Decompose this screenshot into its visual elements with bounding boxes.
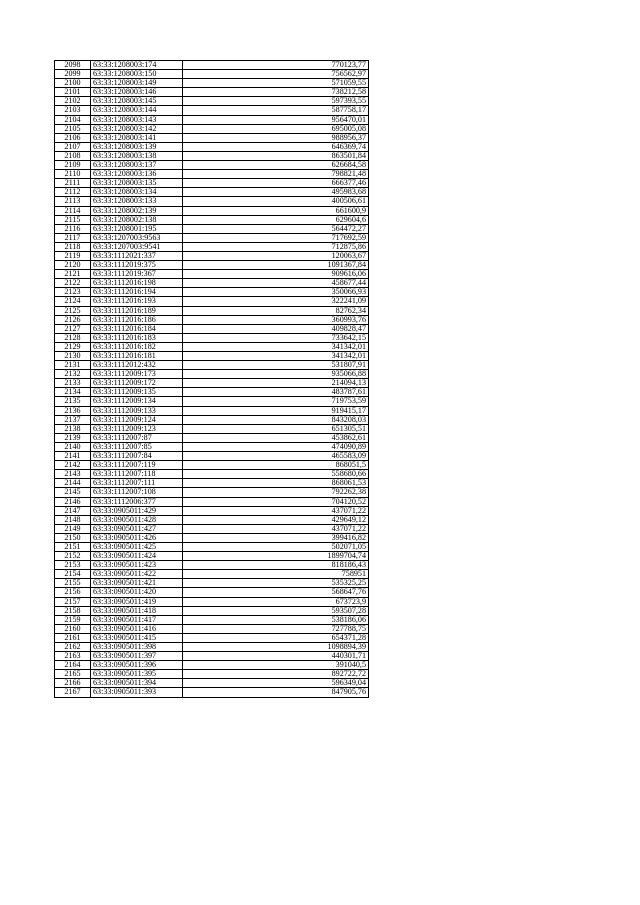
cadastral-value-cell: 568647,76 xyxy=(183,588,369,597)
cadastral-value-cell: 733642,15 xyxy=(183,333,369,342)
cadastral-value-cell: 538186,06 xyxy=(183,615,369,624)
row-number-cell: 2135 xyxy=(55,397,91,406)
table-row xyxy=(55,161,369,170)
row-number-cell: 2161 xyxy=(55,633,91,642)
table-row xyxy=(55,179,369,188)
row-number-cell: 2159 xyxy=(55,615,91,624)
cadastral-number-cell: 63:33:1208002:138 xyxy=(91,215,183,224)
cadastral-value-cell: 341342,01 xyxy=(183,342,369,351)
cadastral-number-cell: 63:33:0905011:394 xyxy=(91,679,183,688)
cadastral-value-cell: 437071,22 xyxy=(183,524,369,533)
table-row xyxy=(55,70,369,79)
cadastral-value-cell: 935066,88 xyxy=(183,370,369,379)
table-row xyxy=(55,379,369,388)
cadastral-value-cell: 1091367,84 xyxy=(183,261,369,270)
row-number-cell: 2132 xyxy=(55,370,91,379)
cadastral-number-cell: 63:33:0905011:424 xyxy=(91,552,183,561)
row-number-cell: 2129 xyxy=(55,342,91,351)
table-row xyxy=(55,479,369,488)
cadastral-value-cell: 843208,03 xyxy=(183,415,369,424)
cadastral-value-cell: 429649,12 xyxy=(183,515,369,524)
table-row xyxy=(55,79,369,88)
table-row xyxy=(55,652,369,661)
table-body xyxy=(55,61,369,698)
row-number-cell: 2148 xyxy=(55,515,91,524)
cadastral-number-cell: 63:33:1112019:375 xyxy=(91,261,183,270)
cadastral-number-cell: 63:33:0905011:422 xyxy=(91,570,183,579)
cadastral-number-cell: 63:33:1208003:174 xyxy=(91,61,183,70)
table-row xyxy=(55,288,369,297)
row-number-cell: 2160 xyxy=(55,624,91,633)
cadastral-value-cell: 596349,04 xyxy=(183,679,369,688)
cadastral-value-cell: 863501,84 xyxy=(183,151,369,160)
row-number-cell: 2155 xyxy=(55,579,91,588)
table-row xyxy=(55,261,369,270)
cadastral-number-cell: 63:33:1112007:111 xyxy=(91,479,183,488)
table-row xyxy=(55,597,369,606)
table-row xyxy=(55,206,369,215)
cadastral-number-cell: 63:33:1112016:181 xyxy=(91,352,183,361)
row-number-cell: 2167 xyxy=(55,688,91,697)
table-row xyxy=(55,297,369,306)
row-number-cell: 2141 xyxy=(55,452,91,461)
row-number-cell: 2125 xyxy=(55,306,91,315)
table-row xyxy=(55,497,369,506)
table-row xyxy=(55,588,369,597)
row-number-cell: 2123 xyxy=(55,288,91,297)
cadastral-value-cell: 654371,28 xyxy=(183,633,369,642)
table-row xyxy=(55,515,369,524)
cadastral-number-cell: 63:33:1208003:145 xyxy=(91,97,183,106)
cadastral-value-cell: 758951 xyxy=(183,570,369,579)
table-row xyxy=(55,306,369,315)
table-row xyxy=(55,61,369,70)
row-number-cell: 2149 xyxy=(55,524,91,533)
row-number-cell: 2124 xyxy=(55,297,91,306)
table-row xyxy=(55,661,369,670)
row-number-cell: 2144 xyxy=(55,479,91,488)
row-number-cell: 2153 xyxy=(55,561,91,570)
table-row xyxy=(55,561,369,570)
row-number-cell: 2103 xyxy=(55,106,91,115)
cadastral-number-cell: 63:33:1208003:150 xyxy=(91,70,183,79)
table-row xyxy=(55,542,369,551)
cadastral-number-cell: 63:33:1208003:138 xyxy=(91,151,183,160)
table-row xyxy=(55,433,369,442)
row-number-cell: 2122 xyxy=(55,279,91,288)
cadastral-number-cell: 63:33:1112007:85 xyxy=(91,442,183,451)
table-row xyxy=(55,215,369,224)
row-number-cell: 2118 xyxy=(55,242,91,251)
row-number-cell: 2098 xyxy=(55,61,91,70)
row-number-cell: 2114 xyxy=(55,206,91,215)
table-row xyxy=(55,170,369,179)
row-number-cell: 2119 xyxy=(55,251,91,260)
cadastral-number-cell: 63:33:0905011:398 xyxy=(91,643,183,652)
cadastral-number-cell: 63:33:1112009:133 xyxy=(91,406,183,415)
cadastral-value-cell: 350066,93 xyxy=(183,288,369,297)
cadastral-number-cell: 63:33:1112016:193 xyxy=(91,297,183,306)
table-row xyxy=(55,97,369,106)
cadastral-number-cell: 63:33:0905011:420 xyxy=(91,588,183,597)
cadastral-number-cell: 63:33:1112016:189 xyxy=(91,306,183,315)
cadastral-value-cell: 1899704,74 xyxy=(183,552,369,561)
cadastral-number-cell: 63:33:1208003:137 xyxy=(91,161,183,170)
cadastral-number-cell: 63:33:1208003:141 xyxy=(91,133,183,142)
cadastral-number-cell: 63:33:1208001:195 xyxy=(91,224,183,233)
cadastral-value-cell: 661600,9 xyxy=(183,206,369,215)
table-row xyxy=(55,533,369,542)
table-row xyxy=(55,315,369,324)
row-number-cell: 2099 xyxy=(55,70,91,79)
cadastral-value-cell: 587758,17 xyxy=(183,106,369,115)
cadastral-number-cell: 63:33:1208002:139 xyxy=(91,206,183,215)
cadastral-value-cell: 120063,67 xyxy=(183,251,369,260)
cadastral-value-cell: 465583,09 xyxy=(183,452,369,461)
table-row xyxy=(55,142,369,151)
row-number-cell: 2102 xyxy=(55,97,91,106)
table-row xyxy=(55,615,369,624)
cadastral-number-cell: 63:33:0905011:421 xyxy=(91,579,183,588)
table-row xyxy=(55,470,369,479)
row-number-cell: 2128 xyxy=(55,333,91,342)
table-row xyxy=(55,552,369,561)
cadastral-value-cell: 909616,06 xyxy=(183,270,369,279)
cadastral-value-cell: 474090,89 xyxy=(183,442,369,451)
cadastral-value-cell: 673723,9 xyxy=(183,597,369,606)
table-row xyxy=(55,524,369,533)
cadastral-number-cell: 63:33:1112009:173 xyxy=(91,370,183,379)
cadastral-value-cell: 868051,5 xyxy=(183,461,369,470)
cadastral-value-cell: 695005,08 xyxy=(183,124,369,133)
cadastral-number-cell: 63:33:1112009:124 xyxy=(91,415,183,424)
cadastral-number-cell: 63:33:0905011:426 xyxy=(91,533,183,542)
row-number-cell: 2158 xyxy=(55,606,91,615)
cadastral-number-cell: 63:33:1208003:146 xyxy=(91,88,183,97)
row-number-cell: 2115 xyxy=(55,215,91,224)
table-row xyxy=(55,679,369,688)
row-number-cell: 2157 xyxy=(55,597,91,606)
row-number-cell: 2105 xyxy=(55,124,91,133)
table-row xyxy=(55,115,369,124)
cadastral-number-cell: 63:33:0905011:415 xyxy=(91,633,183,642)
cadastral-number-cell: 63:33:1208003:133 xyxy=(91,197,183,206)
row-number-cell: 2146 xyxy=(55,497,91,506)
row-number-cell: 2133 xyxy=(55,379,91,388)
cadastral-number-cell: 63:33:1208003:143 xyxy=(91,115,183,124)
table-row xyxy=(55,688,369,697)
cadastral-number-cell: 63:33:1112012:432 xyxy=(91,361,183,370)
row-number-cell: 2127 xyxy=(55,324,91,333)
cadastral-value-cell: 483787,61 xyxy=(183,388,369,397)
table-row xyxy=(55,606,369,615)
cadastral-number-cell: 63:33:1112009:172 xyxy=(91,379,183,388)
table-row xyxy=(55,579,369,588)
cadastral-number-cell: 63:33:0905011:395 xyxy=(91,670,183,679)
cadastral-number-cell: 63:33:1112007:87 xyxy=(91,433,183,442)
cadastral-number-cell: 63:33:1208003:136 xyxy=(91,170,183,179)
cadastral-number-cell: 63:33:1112009:135 xyxy=(91,388,183,397)
cadastral-value-cell: 666377,46 xyxy=(183,179,369,188)
row-number-cell: 2140 xyxy=(55,442,91,451)
cadastral-value-cell: 391040,5 xyxy=(183,661,369,670)
cadastral-number-cell: 63:33:1112007:119 xyxy=(91,461,183,470)
row-number-cell: 2154 xyxy=(55,570,91,579)
table-row xyxy=(55,251,369,260)
table-row xyxy=(55,242,369,251)
cadastral-number-cell: 63:33:1208003:142 xyxy=(91,124,183,133)
cadastral-number-cell: 63:33:0905011:417 xyxy=(91,615,183,624)
cadastral-number-cell: 63:33:1112009:134 xyxy=(91,397,183,406)
row-number-cell: 2150 xyxy=(55,533,91,542)
row-number-cell: 2104 xyxy=(55,115,91,124)
cadastral-value-cell: 738212,58 xyxy=(183,88,369,97)
cadastral-number-cell: 63:33:1112009:123 xyxy=(91,424,183,433)
cadastral-number-cell: 63:33:1112007:108 xyxy=(91,488,183,497)
row-number-cell: 2106 xyxy=(55,133,91,142)
row-number-cell: 2142 xyxy=(55,461,91,470)
cadastral-number-cell: 63:33:1112016:184 xyxy=(91,324,183,333)
cadastral-number-cell: 63:33:1112021:337 xyxy=(91,251,183,260)
cadastral-number-cell: 63:33:1207003:9541 xyxy=(91,242,183,251)
row-number-cell: 2108 xyxy=(55,151,91,160)
cadastral-number-cell: 63:33:1207003:9563 xyxy=(91,233,183,242)
table-row xyxy=(55,333,369,342)
cadastral-value-cell: 502071,05 xyxy=(183,542,369,551)
row-number-cell: 2121 xyxy=(55,270,91,279)
table-row xyxy=(55,488,369,497)
cadastral-number-cell: 63:33:0905011:396 xyxy=(91,661,183,670)
cadastral-value-cell: 792262,38 xyxy=(183,488,369,497)
cadastral-value-cell: 437071,22 xyxy=(183,506,369,515)
cadastral-number-cell: 63:33:1208003:134 xyxy=(91,188,183,197)
cadastral-number-cell: 63:33:0905011:419 xyxy=(91,597,183,606)
cadastral-value-cell: 341342,01 xyxy=(183,352,369,361)
cadastral-value-cell: 712875,86 xyxy=(183,242,369,251)
row-number-cell: 2147 xyxy=(55,506,91,515)
row-number-cell: 2120 xyxy=(55,261,91,270)
row-number-cell: 2163 xyxy=(55,652,91,661)
cadastral-value-cell: 626684,58 xyxy=(183,161,369,170)
cadastral-value-cell: 531807,91 xyxy=(183,361,369,370)
table-row xyxy=(55,670,369,679)
table-row xyxy=(55,324,369,333)
table-row xyxy=(55,570,369,579)
cadastral-number-cell: 63:33:0905011:425 xyxy=(91,542,183,551)
table-row xyxy=(55,397,369,406)
row-number-cell: 2165 xyxy=(55,670,91,679)
row-number-cell: 2112 xyxy=(55,188,91,197)
table-row xyxy=(55,442,369,451)
cadastral-value-cell: 770123,77 xyxy=(183,61,369,70)
cadastral-value-cell: 818186,43 xyxy=(183,561,369,570)
cadastral-value-cell: 892722,72 xyxy=(183,670,369,679)
row-number-cell: 2134 xyxy=(55,388,91,397)
cadastral-value-cell: 453862,61 xyxy=(183,433,369,442)
table-row xyxy=(55,370,369,379)
row-number-cell: 2100 xyxy=(55,79,91,88)
cadastral-value-cell: 956470,01 xyxy=(183,115,369,124)
table-row xyxy=(55,233,369,242)
cadastral-number-cell: 63:33:1112007:118 xyxy=(91,470,183,479)
cadastral-value-cell: 409828,47 xyxy=(183,324,369,333)
cadastral-number-cell: 63:33:1112006:377 xyxy=(91,497,183,506)
cadastral-value-cell: 564472,27 xyxy=(183,224,369,233)
row-number-cell: 2107 xyxy=(55,142,91,151)
cadastral-value-cell: 798821,48 xyxy=(183,170,369,179)
cadastral-value-cell: 1098894,39 xyxy=(183,643,369,652)
cadastral-number-cell: 63:33:1112007:84 xyxy=(91,452,183,461)
row-number-cell: 2131 xyxy=(55,361,91,370)
cadastral-number-cell: 63:33:1208003:139 xyxy=(91,142,183,151)
cadastral-number-cell: 63:33:1208003:135 xyxy=(91,179,183,188)
cadastral-value-cell: 868061,53 xyxy=(183,479,369,488)
table-row xyxy=(55,279,369,288)
cadastral-value-cell: 535325,25 xyxy=(183,579,369,588)
table-row xyxy=(55,151,369,160)
table-row xyxy=(55,415,369,424)
cadastral-value-cell: 214094,13 xyxy=(183,379,369,388)
cadastral-value-cell: 646369,74 xyxy=(183,142,369,151)
row-number-cell: 2137 xyxy=(55,415,91,424)
cadastral-number-cell: 63:33:0905011:429 xyxy=(91,506,183,515)
table-row xyxy=(55,452,369,461)
row-number-cell: 2145 xyxy=(55,488,91,497)
table-row xyxy=(55,342,369,351)
cadastral-number-cell: 63:33:1112019:367 xyxy=(91,270,183,279)
cadastral-value-cell: 458677,44 xyxy=(183,279,369,288)
cadastral-value-cell: 440301,71 xyxy=(183,652,369,661)
cadastral-value-cell: 597393,55 xyxy=(183,97,369,106)
row-number-cell: 2101 xyxy=(55,88,91,97)
row-number-cell: 2111 xyxy=(55,179,91,188)
cadastral-number-cell: 63:33:1112016:186 xyxy=(91,315,183,324)
cadastral-number-cell: 63:33:0905011:418 xyxy=(91,606,183,615)
table-row xyxy=(55,270,369,279)
cadastral-number-cell: 63:33:0905011:427 xyxy=(91,524,183,533)
row-number-cell: 2136 xyxy=(55,406,91,415)
cadastral-number-cell: 63:33:1208003:144 xyxy=(91,106,183,115)
row-number-cell: 2151 xyxy=(55,542,91,551)
table-row xyxy=(55,133,369,142)
cadastral-value-cell: 717692,59 xyxy=(183,233,369,242)
table-row xyxy=(55,106,369,115)
cadastral-value-cell: 756562,97 xyxy=(183,70,369,79)
row-number-cell: 2156 xyxy=(55,588,91,597)
table-row xyxy=(55,461,369,470)
cadastral-number-cell: 63:33:0905011:393 xyxy=(91,688,183,697)
cadastral-number-cell: 63:33:0905011:397 xyxy=(91,652,183,661)
table-row xyxy=(55,633,369,642)
cadastral-number-cell: 63:33:0905011:416 xyxy=(91,624,183,633)
row-number-cell: 2138 xyxy=(55,424,91,433)
table-row xyxy=(55,124,369,133)
row-number-cell: 2164 xyxy=(55,661,91,670)
table-row xyxy=(55,406,369,415)
cadastral-number-cell: 63:33:1112016:183 xyxy=(91,333,183,342)
cadastral-value-cell: 847905,76 xyxy=(183,688,369,697)
row-number-cell: 2117 xyxy=(55,233,91,242)
cadastral-number-cell: 63:33:1112016:182 xyxy=(91,342,183,351)
table-row xyxy=(55,643,369,652)
cadastral-value-cell: 651305,51 xyxy=(183,424,369,433)
cadastral-value-cell: 82762,34 xyxy=(183,306,369,315)
row-number-cell: 2113 xyxy=(55,197,91,206)
table-row xyxy=(55,352,369,361)
table-row xyxy=(55,624,369,633)
row-number-cell: 2116 xyxy=(55,224,91,233)
table-row xyxy=(55,361,369,370)
table-row xyxy=(55,506,369,515)
cadastral-value-cell: 727788,75 xyxy=(183,624,369,633)
cadastral-value-table xyxy=(54,60,369,698)
row-number-cell: 2143 xyxy=(55,470,91,479)
row-number-cell: 2166 xyxy=(55,679,91,688)
cadastral-value-cell: 704120,52 xyxy=(183,497,369,506)
row-number-cell: 2109 xyxy=(55,161,91,170)
cadastral-value-cell: 593507,28 xyxy=(183,606,369,615)
cadastral-value-cell: 719753,59 xyxy=(183,397,369,406)
row-number-cell: 2126 xyxy=(55,315,91,324)
cadastral-number-cell: 63:33:1112016:194 xyxy=(91,288,183,297)
table-row xyxy=(55,424,369,433)
row-number-cell: 2152 xyxy=(55,552,91,561)
cadastral-value-cell: 495983,68 xyxy=(183,188,369,197)
row-number-cell: 2139 xyxy=(55,433,91,442)
cadastral-value-cell: 629604,6 xyxy=(183,215,369,224)
cadastral-number-cell: 63:33:1208003:149 xyxy=(91,79,183,88)
cadastral-value-cell: 360993,76 xyxy=(183,315,369,324)
table-row xyxy=(55,197,369,206)
cadastral-value-cell: 571059,55 xyxy=(183,79,369,88)
table-row xyxy=(55,224,369,233)
table-row xyxy=(55,388,369,397)
cadastral-number-cell: 63:33:0905011:423 xyxy=(91,561,183,570)
cadastral-value-cell: 919415,17 xyxy=(183,406,369,415)
cadastral-value-cell: 988956,37 xyxy=(183,133,369,142)
cadastral-value-cell: 400506,61 xyxy=(183,197,369,206)
table-row xyxy=(55,188,369,197)
table-row xyxy=(55,88,369,97)
row-number-cell: 2110 xyxy=(55,170,91,179)
cadastral-value-cell: 322241,09 xyxy=(183,297,369,306)
row-number-cell: 2130 xyxy=(55,352,91,361)
cadastral-value-cell: 558680,66 xyxy=(183,470,369,479)
cadastral-value-cell: 399416,82 xyxy=(183,533,369,542)
cadastral-number-cell: 63:33:1112016:198 xyxy=(91,279,183,288)
row-number-cell: 2162 xyxy=(55,643,91,652)
cadastral-number-cell: 63:33:0905011:428 xyxy=(91,515,183,524)
